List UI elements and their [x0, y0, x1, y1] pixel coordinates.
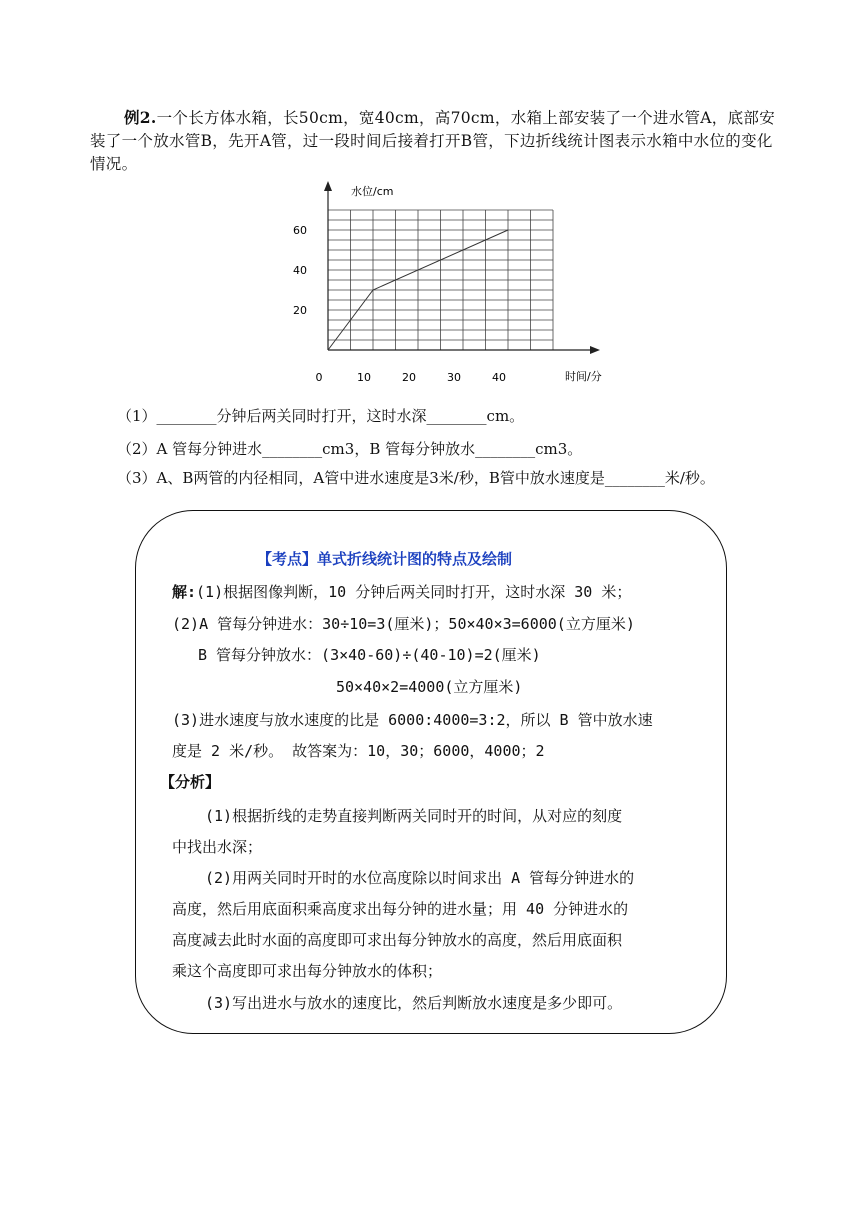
x-tick-label: 40 — [492, 371, 506, 384]
analysis-line-5: 高度减去此时水面的高度即可求出每分钟放水的高度，然后用底面积 — [172, 931, 623, 949]
problem-number: 例2. — [124, 108, 157, 127]
x-tick-label: 30 — [447, 371, 461, 384]
y-tick-label: 60 — [293, 224, 307, 237]
y-axis-arrow — [324, 181, 332, 191]
question-2: （2）A 管每分钟进水________cm3，B 管每分钟放水________cm3。 — [117, 440, 583, 458]
analysis-line-4: 高度，然后用底面积乘高度求出每分钟的进水量；用 40 分钟进水的 — [172, 900, 629, 918]
x-axis-label: 时间/分 — [565, 370, 602, 383]
line-chart — [280, 175, 620, 390]
question-1: （1）________分钟后两关同时打开，这时水深________cm。 — [117, 407, 525, 425]
x-tick-label: 20 — [402, 371, 416, 384]
analysis-line-1: (1)根据折线的走势直接判断两关同时开的时间，从对应的刻度 — [205, 807, 623, 825]
solution-text-1: (1)根据图像判断，10 分钟后两关同时打开，这时水深 30 米； — [196, 583, 632, 601]
chart-axes — [324, 181, 600, 354]
solution-line-3: B 管每分钟放水：(3×40-60)÷(40-10)=2(厘米) — [198, 646, 541, 664]
question-3: （3）A、B两管的内径相同，A管中进水速度是3米/秒，B管中放水速度是________米/秒。 — [117, 469, 715, 487]
y-axis-label: 水位/cm — [351, 185, 394, 198]
y-tick-label: 20 — [293, 304, 307, 317]
y-tick-label: 40 — [293, 264, 307, 277]
x-tick-label: 0 — [315, 371, 323, 384]
x-tick-label: 10 — [357, 371, 371, 384]
solution-line-2: (2)A 管每分钟进水：30÷10=3(厘米)；50×40×3=6000(立方厘米) — [172, 615, 635, 633]
fenxi-heading: 【分析】 — [160, 773, 221, 791]
solution-line-5: (3)进水速度与放水速度的比是 6000:4000=3:2，所以 B 管中放水速 — [172, 711, 653, 729]
problem-statement — [90, 106, 780, 176]
chart-grid — [328, 210, 553, 350]
solution-line-4: 50×40×2=4000(立方厘米) — [336, 678, 523, 696]
jie-label: 解: — [172, 583, 197, 601]
solution-line-6: 度是 2 米/秒。 故答案为：10，30；6000，4000；2 — [172, 742, 545, 760]
solution-line-1 — [172, 581, 631, 602]
analysis-line-7: (3)写出进水与放水的速度比，然后判断放水速度是多少即可。 — [205, 994, 623, 1012]
chart-ticks — [293, 224, 506, 384]
analysis-line-6: 乘这个高度即可求出每分钟放水的体积； — [172, 962, 443, 980]
x-axis-arrow — [590, 346, 600, 354]
analysis-line-2: 中找出水深； — [172, 838, 263, 856]
analysis-line-3: (2)用两关同时开时的水位高度除以时间求出 A 管每分钟进水的 — [205, 869, 635, 887]
kaodian-heading: 【考点】单式折线统计图的特点及绘制 — [257, 550, 513, 568]
problem-text: 一个长方体水箱，长50cm，宽40cm，高70cm，水箱上部安装了一个进水管A，底部安装了一个放水管B，先开A管，过一段时间后接着打开B管，下边折线统计图表示水箱中水位的变化情况。 — [90, 109, 775, 173]
